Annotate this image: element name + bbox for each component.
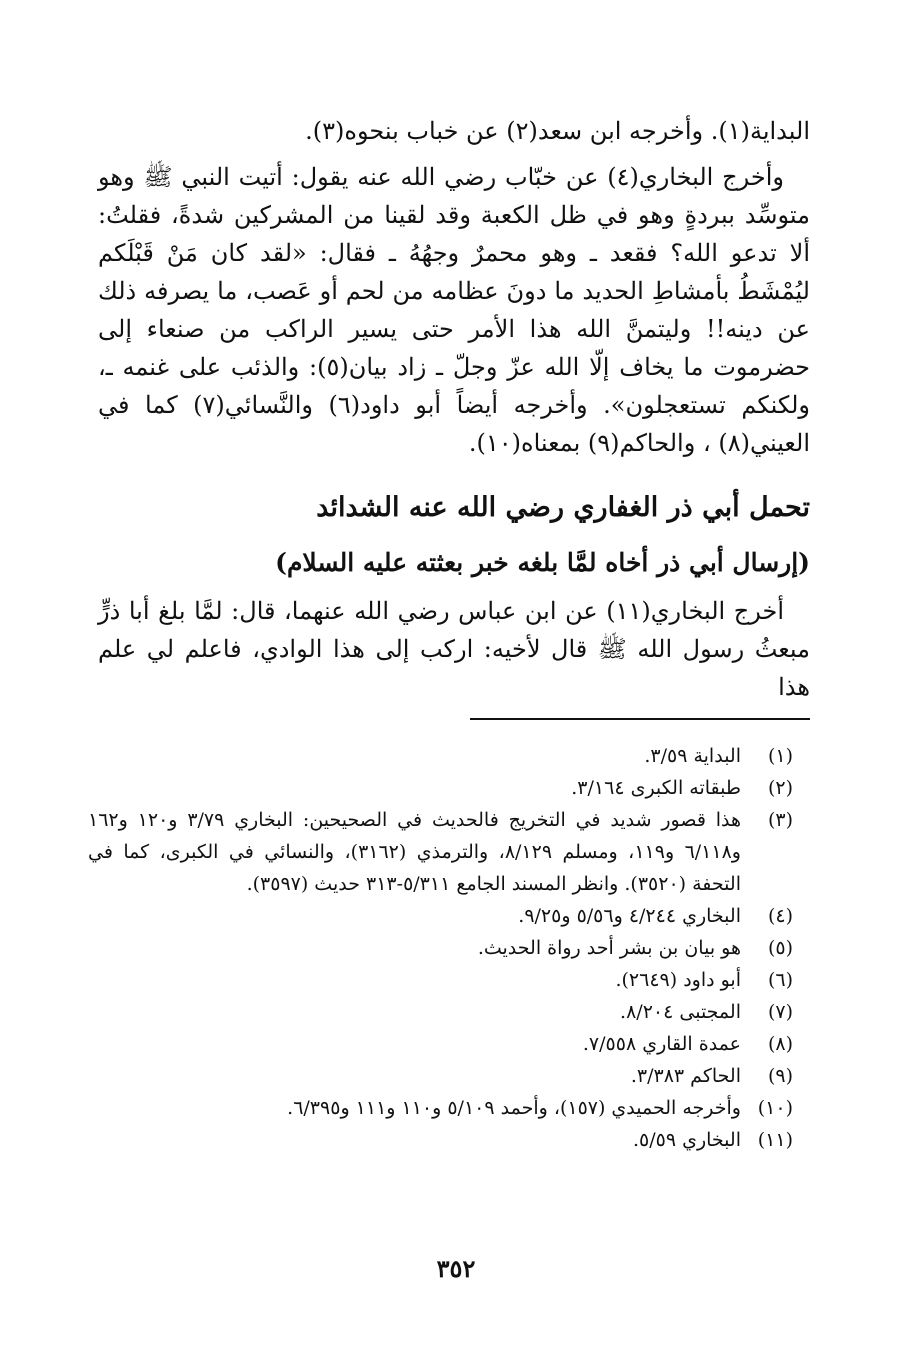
footnote-number: (٣) <box>767 809 793 831</box>
footnote-text: البخاري ٤/٢٤٤ و٥/٥٦ و٩/٢٥. <box>518 905 741 927</box>
footnotes-list <box>88 740 793 1156</box>
footnote-item <box>88 1028 793 1060</box>
footnote-number: (١١) <box>757 1129 793 1151</box>
footnote-text: طبقاته الكبرى ٣/١٦٤. <box>571 777 741 799</box>
footnote-item <box>88 900 793 932</box>
footnote-item <box>88 772 793 804</box>
footnote-text: وأخرجه الحميدي (١٥٧)، وأحمد ٥/١٠٩ و١١٠ و١١١ و٦/٣٩٥. <box>287 1097 741 1119</box>
footnote-number: (١) <box>767 745 793 767</box>
footnote-number: (٧) <box>767 1001 793 1023</box>
footnote-number: (٨) <box>767 1033 793 1055</box>
paragraph-abu-dharr: أخرج البخاري(١١) عن ابن عباس رضي الله عنهما، قال: لمَّا بلغ أبا ذرٍّ مبعثُ رسول الله ﷺ قال لأخيه: اركب إلى هذا الوادي، فاعلم لي علم هذا <box>98 597 810 701</box>
footnote-text: البخاري ٥/٥٩. <box>632 1129 741 1151</box>
footnote-number: (٩) <box>767 1065 793 1087</box>
footnote-text: أبو داود (٢٦٤٩). <box>615 969 741 991</box>
footnote-item <box>88 996 793 1028</box>
footnote-text: المجتبى ٨/٢٠٤. <box>620 1001 741 1023</box>
footnote-text: هذا قصور شديد في التخريج فالحديث في الصحيحين: البخاري ٣/٧٩ و١٢٠ و١٦٢ و٦/١١٨ و١١٩، ومسلم ٨/١٢٩، والترمذي (٣١٦٢)، والنسائي في الكبرى، كما في التحفة (٣٥٢٠). وانظر المسند الجامع ٥/٣١١-٣١٣ حديث (٣٥٩٧). <box>88 809 742 895</box>
footnote-text: الحاكم ٣/٣٨٣. <box>630 1065 741 1087</box>
paragraph-continuation: البداية(١). وأخرجه ابن سعد(٢) عن خباب بنحوه(٣). <box>305 117 810 145</box>
footnote-number: (١٠) <box>757 1097 793 1119</box>
footnote-item <box>88 1092 793 1124</box>
footnote-text: هو بيان بن بشر أحد رواة الحديث. <box>477 937 741 959</box>
footnote-text: البداية ٣/٥٩. <box>644 745 741 767</box>
footnote-text: عمدة القاري ٧/٥٥٨. <box>582 1033 741 1055</box>
paragraph-khabbab-hadith: وأخرج البخاري(٤) عن خبّاب رضي الله عنه يقول: أتيت النبي ﷺ وهو متوسِّد ببردةٍ وهو في ظل الكعبة وقد لقينا من المشركين شدةً، فقلتُ: ألا تدعو الله؟ فقعد ـ وهو محمرٌ وجهُهُ ـ فقال: «لقد كان مَنْ قَبْلَكم ليُمْشَطُ بأمشاطِ الحديد ما دونَ عظامه من لحم أو عَصب، ما يصرفه ذلك عن دينه!! وليتمنَّ الله هذا الأمر حتى يسير الراكب من صنعاء إلى حضرموت ما يخاف إلّا الله عزّ وجلّ ـ زاد بيان(٥): والذئب على غنمه ـ، ولكنكم تستعجلون». وأخرجه أيضاً أبو داود(٦) والنَّسائي(٧) كما في العيني(٨) ، والحاكم(٩) بمعناه(١٠). <box>98 163 810 457</box>
footnote-separator <box>470 718 810 720</box>
footnote-item <box>88 804 793 900</box>
footnote-item <box>88 964 793 996</box>
main-text <box>98 112 810 706</box>
footnote-item <box>88 1060 793 1092</box>
section-heading: تحمل أبي ذر الغفاري رضي الله عنه الشدائد <box>316 492 810 523</box>
footnote-item <box>88 932 793 964</box>
footnote-number: (٥) <box>767 937 793 959</box>
footnote-item <box>88 1124 793 1156</box>
section-subheading: (إرسال أبي ذر أخاه لمَّا بلغه خبر بعثته عليه السلام) <box>275 548 810 577</box>
footnote-number: (٦) <box>767 969 793 991</box>
footnote-number: (٢) <box>767 777 793 799</box>
footnote-item <box>88 740 793 772</box>
page-number: ٣٥٢ <box>436 1254 476 1283</box>
footnote-number: (٤) <box>767 905 793 927</box>
